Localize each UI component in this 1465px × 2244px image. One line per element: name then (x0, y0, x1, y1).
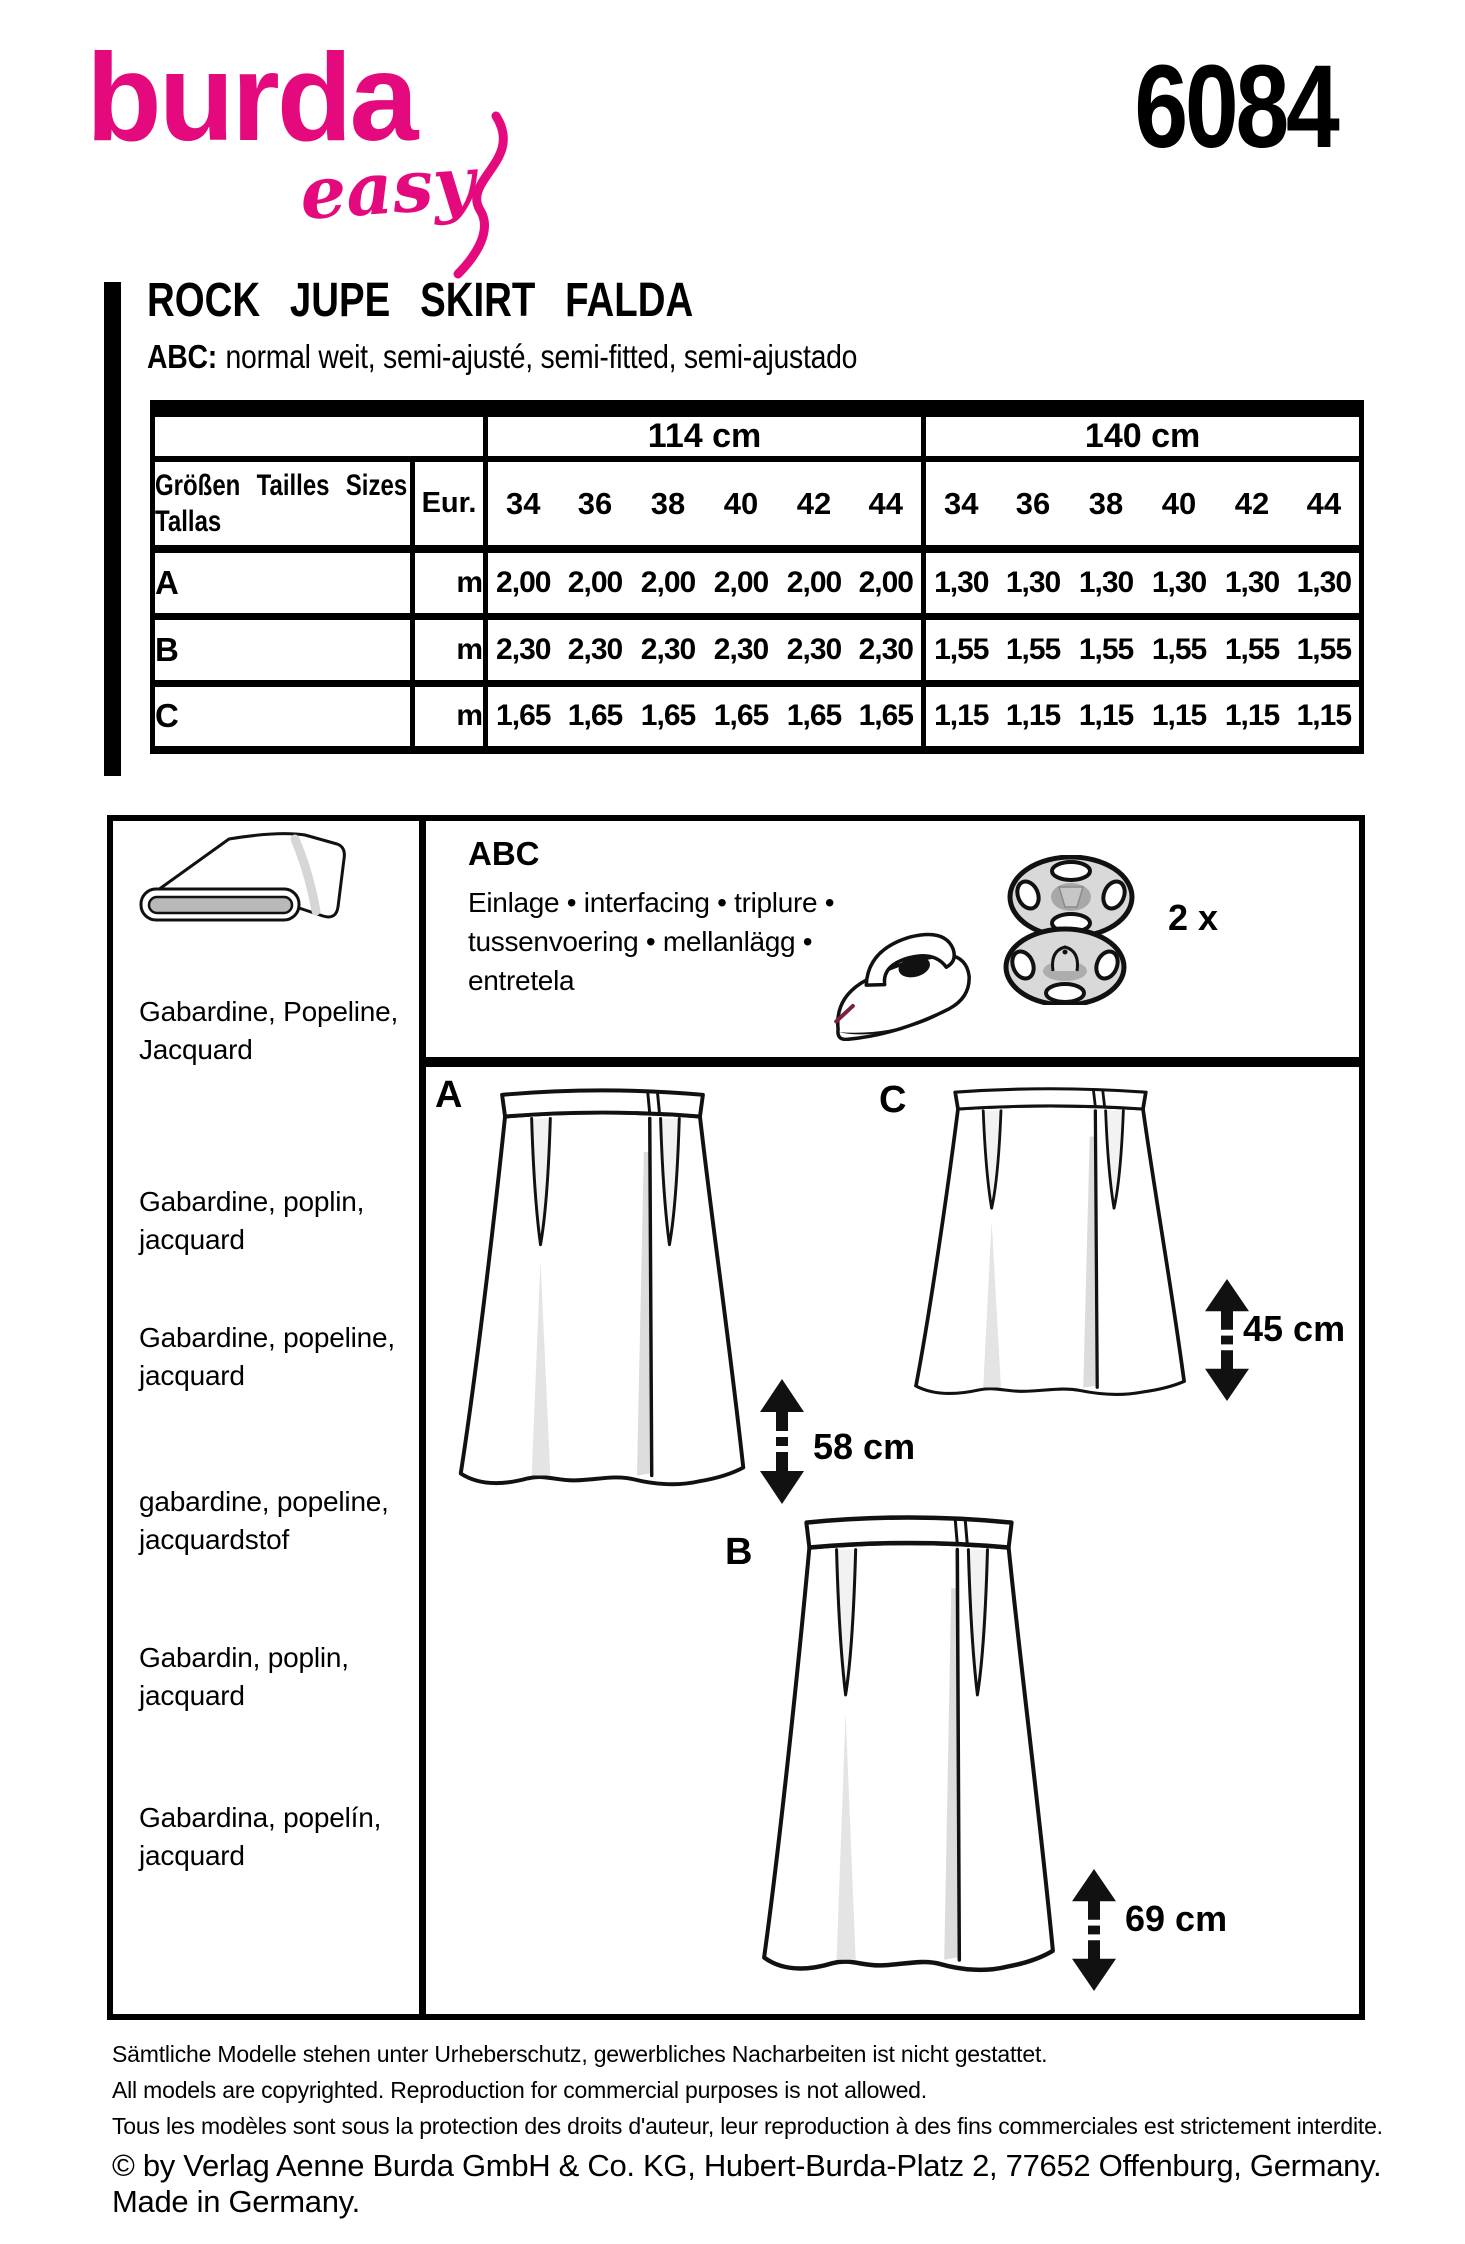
length-arrow-icon (1071, 1869, 1117, 1991)
yardage-cell: 1,15 (934, 699, 989, 733)
yardage-cell: 1,55 (924, 616, 997, 683)
interfacing-line: entretela (468, 965, 575, 996)
size-cell: 38 (1070, 459, 1143, 549)
yardage-row-c (153, 683, 1362, 750)
yardage-row-b (153, 616, 1362, 683)
interfacing-text (468, 883, 834, 1000)
yardage-table (150, 400, 1364, 754)
yardage-cell: 1,30 (1216, 549, 1289, 616)
yardage-cell: 1,65 (640, 699, 696, 733)
publisher-copyright: © by Verlag Aenne Burda GmbH & Co. KG, Hubert-Burda-Platz 2, 77652 Offenburg, Germany. Made in Germany. (112, 2148, 1382, 2219)
size-cell: 44 (1289, 459, 1362, 549)
fabric-recommendation-en: Gabardine, poplin, jacquard (139, 1186, 365, 1255)
fabric-recommendation-de: Gabardine, Popeline, Jacquard (139, 996, 399, 1065)
yardage-cell: 1,65 (567, 699, 623, 733)
width-140-header: 140 cm (924, 409, 1362, 460)
view-c-label: C (879, 1079, 907, 1121)
yardage-cell: 1,15 (1005, 699, 1061, 733)
length-arrow-icon (759, 1379, 805, 1504)
yardage-cell: 1,30 (1289, 549, 1362, 616)
size-cell: 36 (559, 459, 632, 549)
fabric-recommendation-fr: Gabardine, popeline, jacquard (139, 1322, 395, 1391)
yardage-cell: 1,65 (851, 683, 924, 750)
yardage-cell: 2,30 (559, 616, 632, 683)
notions-panel (426, 821, 1359, 1067)
skirt-c-drawing (901, 1083, 1200, 1412)
view-label-cell: B (153, 616, 413, 683)
yardage-cell: 1,65 (786, 699, 842, 733)
burda-logo: burda (86, 29, 416, 167)
unit-cell: m (413, 549, 486, 616)
corner-cell (153, 409, 486, 460)
yardage-cell: 1,55 (1070, 616, 1143, 683)
view-a-label: A (435, 1074, 463, 1116)
yardage-cell: 1,55 (997, 616, 1070, 683)
yardage-cell: 2,30 (486, 616, 559, 683)
title-accent-bar (104, 282, 121, 776)
size-cell: 44 (851, 459, 924, 549)
unit-cell: m (413, 616, 486, 683)
yardage-cell: 1,30 (1070, 549, 1143, 616)
interfacing-line: Einlage • interfacing • triplure • (468, 887, 835, 918)
burda-easy-tagline: easy (297, 139, 478, 236)
unit-cell: m (413, 683, 486, 750)
yardage-cell: 1,65 (713, 699, 769, 733)
yardage-cell: 2,30 (778, 616, 851, 683)
yardage-cell: 1,30 (924, 549, 997, 616)
size-cell: 40 (1143, 459, 1216, 549)
fabric-recommendation-sv: Gabardin, poplin, jacquard (139, 1642, 349, 1711)
interfacing-line: tussenvoering • mellanlägg • (468, 926, 813, 957)
yardage-cell: 2,30 (632, 616, 705, 683)
yardage-cell: 2,00 (559, 549, 632, 616)
size-cell: 38 (632, 459, 705, 549)
panel-divider (419, 821, 426, 2014)
subtitle-fit-text: normal weit, semi-ajusté, semi-fitted, semi-ajustado (225, 338, 858, 375)
yardage-cell: 1,55 (1289, 616, 1362, 683)
fabric-recommendation-es: Gabardina, popelín, jacquard (139, 1802, 382, 1871)
yardage-cell: 2,00 (632, 549, 705, 616)
view-a-length: 58 cm (813, 1426, 916, 1467)
skirt-a-drawing (445, 1083, 760, 1507)
page-title: ROCK JUPE SKIRT FALDA (147, 274, 694, 327)
yardage-cell: 1,55 (1143, 616, 1216, 683)
sizes-label-cell (153, 459, 413, 549)
size-cell: 42 (778, 459, 851, 549)
copyright-line-fr: Tous les modèles sont sous la protection des droits d'auteur, leur reproduction à des fins commerciales est strictement interdite. (112, 2113, 1383, 2139)
view-label-cell: C (153, 683, 413, 750)
size-cell: 36 (997, 459, 1070, 549)
subtitle-views-label: ABC: (147, 338, 217, 375)
yardage-cell: 1,15 (1224, 699, 1280, 733)
view-label-cell: A (153, 549, 413, 616)
size-cell: 42 (1216, 459, 1289, 549)
yardage-cell: 1,65 (496, 699, 551, 733)
logo-swash-icon (452, 110, 514, 282)
copyright-line-en: All models are copyrighted. Reproduction for commercial purposes is not allowed. (112, 2077, 927, 2103)
fabric-bolt-icon (133, 827, 361, 931)
size-cell: 34 (486, 459, 559, 549)
view-b-label: B (725, 1531, 753, 1573)
yardage-cell: 1,30 (1143, 549, 1216, 616)
size-cell: 40 (705, 459, 778, 549)
page-subtitle (147, 339, 857, 375)
yardage-cell: 1,55 (1216, 616, 1289, 683)
yardage-cell: 2,30 (851, 616, 924, 683)
copyright-line-de: Sämtliche Modelle stehen unter Urheberschutz, gewerbliches Nacharbeiten ist nicht gestattet. (112, 2041, 1048, 2067)
fabric-width-row (153, 409, 1362, 460)
yardage-cell: 2,30 (705, 616, 778, 683)
materials-and-views-box (107, 815, 1365, 2020)
snap-fasteners-icon (1001, 855, 1135, 1005)
yardage-cell: 1,15 (1296, 699, 1352, 733)
notions-views-label: ABC (468, 835, 540, 872)
yardage-cell: 1,15 (1151, 699, 1207, 733)
yardage-cell: 2,00 (851, 549, 924, 616)
pattern-number: 6084 (1134, 41, 1337, 173)
snap-quantity: 2 x (1168, 897, 1219, 938)
iron-icon (804, 919, 994, 1041)
yardage-cell: 2,00 (705, 549, 778, 616)
view-c-length: 45 cm (1243, 1308, 1346, 1349)
yardage-cell: 1,15 (1078, 699, 1134, 733)
yardage-cell: 1,30 (997, 549, 1070, 616)
yardage-cell: 2,00 (778, 549, 851, 616)
yardage-cell: 2,00 (486, 549, 559, 616)
size-cell: 34 (924, 459, 997, 549)
width-114-header: 114 cm (486, 409, 924, 460)
view-b-length: 69 cm (1125, 1898, 1228, 1939)
eur-label-cell: Eur. (413, 459, 486, 549)
sizes-header-row (153, 459, 1362, 549)
sizes-label-line2: Tallas (155, 504, 222, 538)
skirt-b-drawing (748, 1509, 1070, 1996)
fabric-recommendation-nl: gabardine, popeline, jacquardstof (139, 1486, 389, 1555)
sizes-label-line1: Größen Tailles Sizes (155, 468, 408, 502)
yardage-row-a (153, 549, 1362, 616)
copyright-footer (112, 2036, 1465, 2220)
